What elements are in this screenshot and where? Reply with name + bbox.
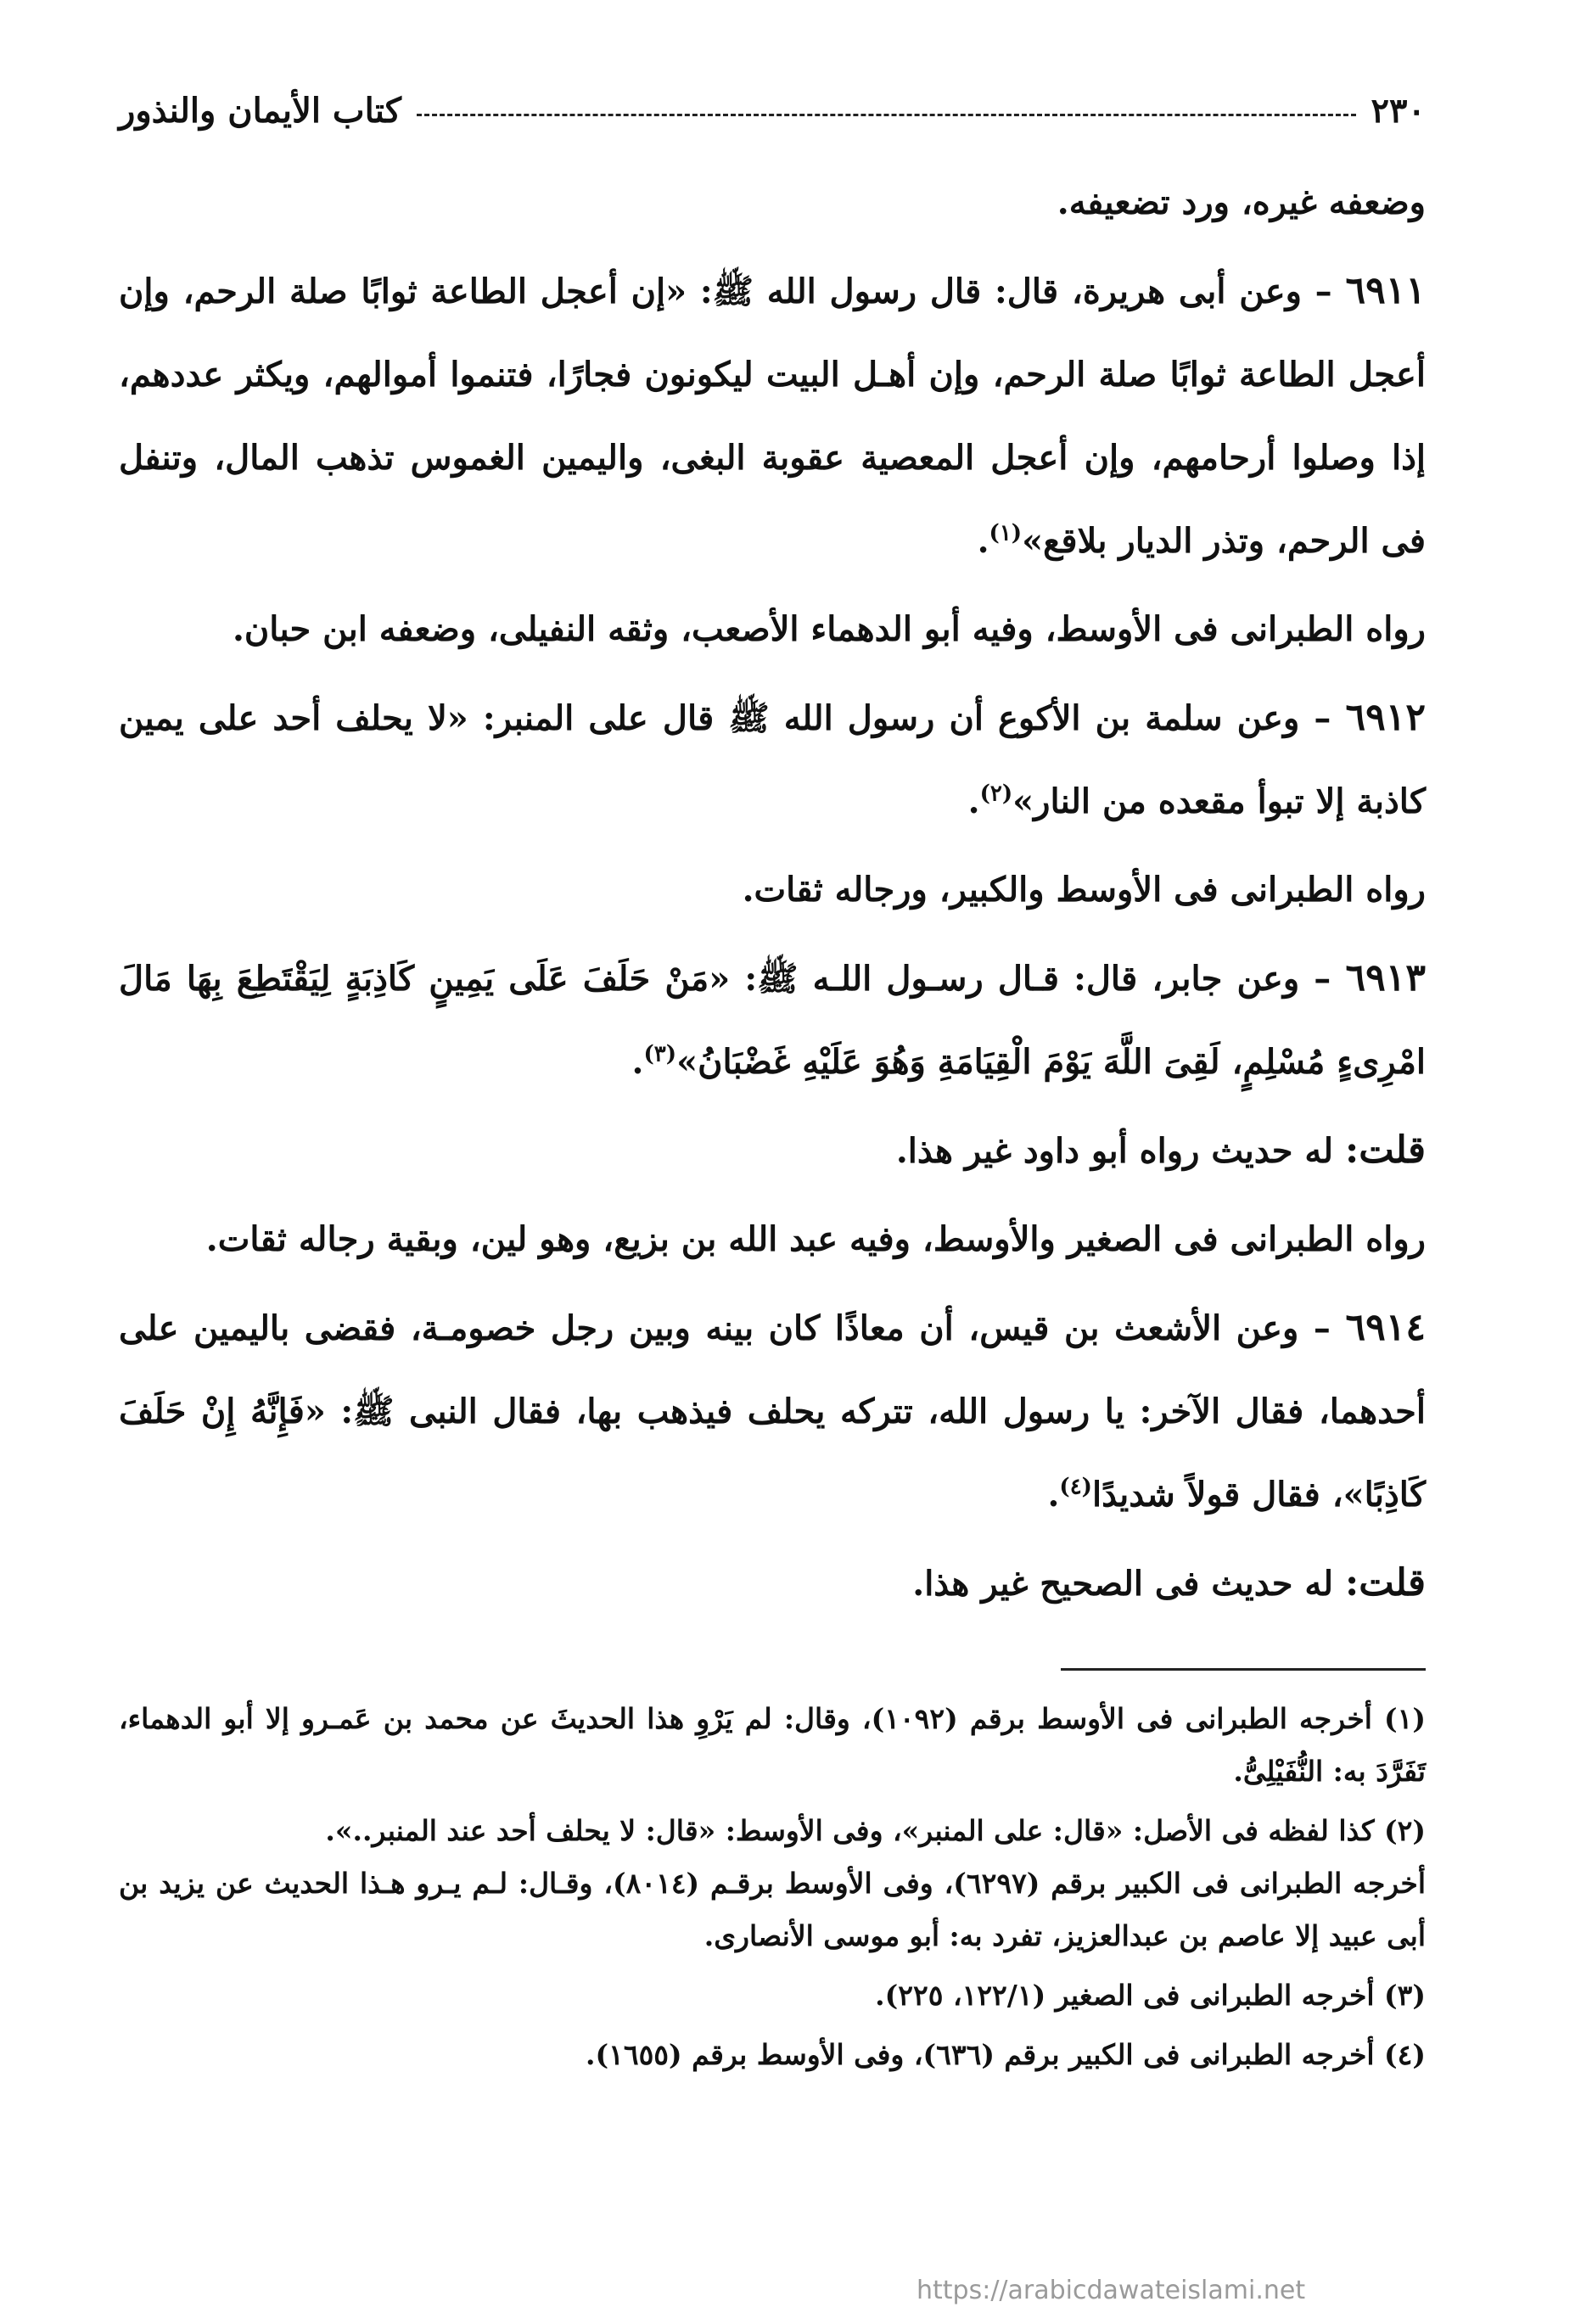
hadith-text: – وعن سلمة بن الأكوع أن رسول الله ﷺ قال على المنبر: «لا يحلف أحد على يمين كاذبة إلا تبوأ مقعده من النار» bbox=[119, 698, 1426, 821]
running-header bbox=[119, 85, 1426, 136]
footnote-ref: (٣) bbox=[643, 1041, 677, 1067]
hadith-6912: ٦٩١٢ – وعن سلمة بن الأكوع أن رسول الله ﷺ قال على المنبر: «لا يحلف أحد على يمين كاذبة إلا تبوأ مقعده من النار»$^{(٢)}$. bbox=[119, 696, 1426, 821]
page-number: ٢٣٠ bbox=[1371, 90, 1426, 131]
footnote-2: (٢) كذا لفظه فى الأصل: «قال: على المنبر»، وفى الأوسط: «قال: لا يحلف أحد عند المنبر..». bbox=[325, 1814, 1426, 1847]
footnote-1: (١) أخرجه الطبرانى فى الأوسط برقم (١٠٩٢)، وقال: لم يَرْوِ هذا الحديثَ عن محمد بن عَمـرو إلا أبو الدهماء، تَفَرَّدَ به: النُّفَيْلِىُّ. bbox=[119, 1702, 1426, 1788]
hadith-number: ٦٩١٤ bbox=[1345, 1306, 1426, 1349]
footnote-separator bbox=[1061, 1668, 1426, 1671]
hadith-number: ٦٩١٣ bbox=[1345, 956, 1426, 1000]
hadith-text: – وعن جابر، قال: قـال رسـول اللـه ﷺ: «مَنْ حَلَفَ عَلَى يَمِينٍ كَاذِبَةٍ لِيَقْتَطِعَ بِهَا مَالَ امْرِىءٍ مُسْلِمٍ، لَقِىَ اللَّهَ يَوْمَ الْقِيَامَةِ وَهُوَ عَلَيْهِ غَضْبَانُ» bbox=[119, 959, 1426, 1082]
hadith-number: ٦٩١١ bbox=[1345, 269, 1426, 312]
paragraph-intro: وضعفه غيره، ورد تضعيفه. bbox=[1057, 182, 1426, 222]
main-text bbox=[119, 161, 1426, 1626]
qult-note bbox=[119, 1542, 1426, 1626]
footnote-2-continued: أخرجه الطبرانى فى الكبير برقم (٦٢٩٧)، وفى الأوسط برقـم (٨٠١٤)، وقـال: لـم يـرو هـذا الحديث عن يزيد بن أبى عبيد إلا عاصم بن عبدالعزيز، تفرد به: أبو موسى الأنصارى. bbox=[119, 1867, 1427, 1952]
footnote-ref: (١) bbox=[989, 520, 1023, 546]
narration-note: رواه الطبرانى فى الصغير والأوسط، وفيه عبد الله بن بزيع، وهو لين، وبقية رجاله ثقات. bbox=[205, 1219, 1426, 1259]
watermark-url: https://arabicdawateislami.net bbox=[917, 2276, 1306, 2305]
hadith-6914: ٦٩١٤ – وعن الأشعث بن قيس، أن معاذًا كان بينه وبين رجل خصومـة، فقضى باليمين على أحدهما، فقال الآخر: يا رسول الله، تتركه يحلف فيذهب بها، فقال النبى ﷺ: «فَإِنَّهُ إِنْ حَلَفَ كَاذِبًا»، فقال قولاً شديدًا$^{(٤)}$. bbox=[119, 1306, 1426, 1515]
qult-label: قلت: bbox=[1344, 1128, 1426, 1172]
qult-label: قلت: bbox=[1344, 1561, 1426, 1604]
footnote-ref: (٢) bbox=[979, 781, 1013, 807]
hadith-text: – وعن أبى هريرة، قال: قال رسول الله ﷺ: «إن أعجل الطاعة ثوابًا صلة الرحم، وإن أعجل الطاعة ثوابًا صلة الرحم، وإن أهـل البيت ليكونون فجارًا، فتنموا أموالهم، ويكثر عددهم، إذا وصلوا أرحامهم، وإن أعجل المعصية عقوبة البغى، واليمين الغموس تذهب المال، وتنفل فى الرحم، وتذر الديار بلاقع» bbox=[119, 272, 1426, 561]
footnotes bbox=[119, 1693, 1426, 2081]
hadith-number: ٦٩١٢ bbox=[1345, 696, 1426, 739]
narration-note: رواه الطبرانى فى الأوسط والكبير، ورجاله ثقات. bbox=[742, 870, 1426, 910]
footnote-ref: (٤) bbox=[1059, 1474, 1092, 1500]
qult-text: له حديث فى الصحيح غير هذا. bbox=[912, 1564, 1334, 1604]
footnote-3: (٣) أخرجه الطبرانى فى الصغير (١٢٢/١، ٢٢٥). bbox=[875, 1979, 1426, 2012]
hadith-text: – وعن الأشعث بن قيس، أن معاذًا كان بينه وبين رجل خصومـة، فقضى باليمين على أحدهما، فقال الآخر: يا رسول الله، تتركه يحلف فيذهب بها، فقال النبى ﷺ: «فَإِنَّهُ إِنْ حَلَفَ كَاذِبًا»، فقال قولاً شديدًا bbox=[119, 1308, 1426, 1515]
hadith-6913: ٦٩١٣ – وعن جابر، قال: قـال رسـول اللـه ﷺ: «مَنْ حَلَفَ عَلَى يَمِينٍ كَاذِبَةٍ لِيَقْتَطِعَ بِهَا مَالَ امْرِىءٍ مُسْلِمٍ، لَقِىَ اللَّهَ يَوْمَ الْقِيَامَةِ وَهُوَ عَلَيْهِ غَضْبَانُ»$^{(٣)}$. bbox=[119, 956, 1426, 1082]
qult-text: له حديث رواه أبو داود غير هذا. bbox=[895, 1131, 1334, 1171]
book-title: كتاب الأيمان والنذور bbox=[119, 90, 401, 131]
narration-note: رواه الطبرانى فى الأوسط، وفيه أبو الدهماء الأصعب، وثقه النفيلى، وضعفه ابن حبان. bbox=[232, 609, 1426, 649]
header-dashed-rule bbox=[417, 114, 1356, 116]
book-page bbox=[119, 85, 1426, 2088]
footnote-4: (٤) أخرجه الطبرانى فى الكبير برقم (٦٣٦)، وفى الأوسط برقم (١٦٥٥). bbox=[586, 2038, 1426, 2071]
hadith-6911: ٦٩١١ – وعن أبى هريرة، قال: قال رسول الله ﷺ: «إن أعجل الطاعة ثوابًا صلة الرحم، وإن أعجل الطاعة ثوابًا صلة الرحم، وإن أهـل البيت ليكونون فجارًا، فتنموا أموالهم، ويكثر عددهم، إذا وصلوا أرحامهم، وإن أعجل المعصية عقوبة البغى، واليمين الغموس تذهب المال، وتنفل فى الرحم، وتذر الديار بلاقع»$^{(١)}$. bbox=[119, 269, 1426, 561]
qult-note bbox=[119, 1109, 1426, 1193]
